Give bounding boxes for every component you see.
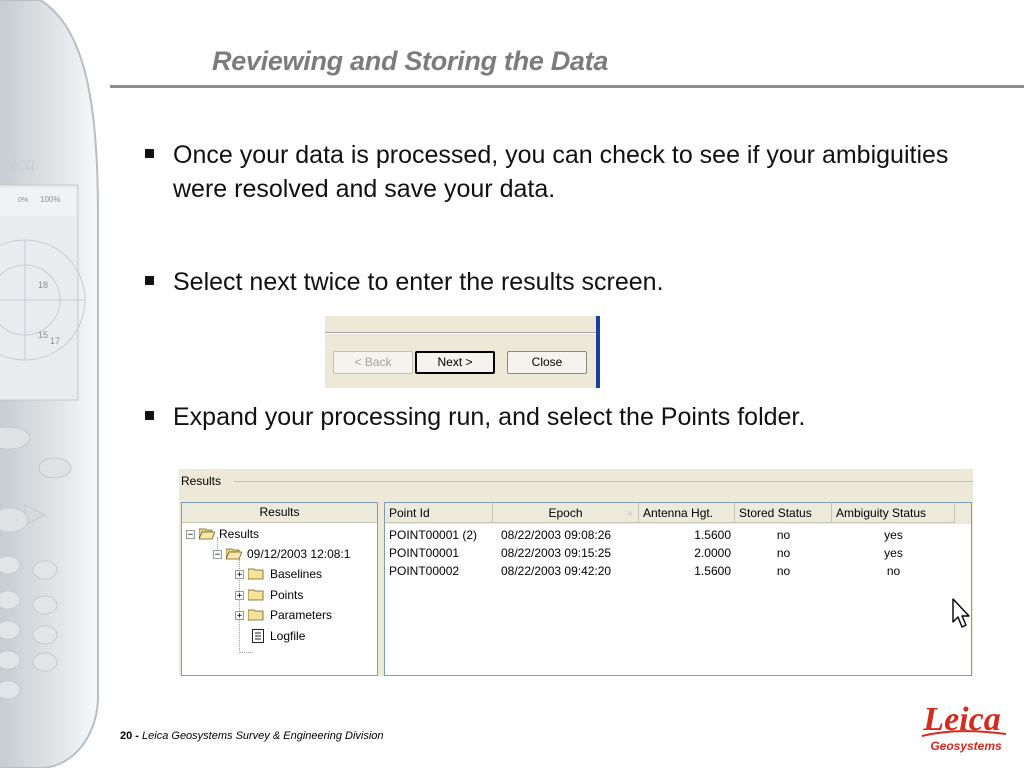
bullet-square-icon bbox=[145, 149, 154, 158]
next-button[interactable]: Next > bbox=[415, 351, 495, 374]
cell-antenna-hgt: 2.0000 bbox=[694, 546, 731, 560]
bullet-square-icon bbox=[145, 411, 154, 420]
tree-item-points[interactable] bbox=[182, 586, 377, 604]
group-divider bbox=[234, 481, 973, 482]
points-grid[interactable] bbox=[384, 502, 972, 676]
svg-text:Leica: Leica bbox=[923, 701, 1001, 738]
open-folder-icon bbox=[199, 528, 215, 540]
back-button[interactable]: < Back bbox=[333, 351, 413, 374]
cell-epoch: 08/22/2003 09:15:25 bbox=[501, 546, 612, 560]
expand-icon[interactable]: + bbox=[236, 591, 243, 601]
tree-item-logfile[interactable] bbox=[182, 627, 377, 645]
wizard-button-strip bbox=[325, 316, 600, 388]
cell-point-id: POINT00001 (2) bbox=[389, 528, 478, 542]
tree-item-baselines[interactable] bbox=[182, 565, 377, 583]
expand-icon[interactable]: + bbox=[236, 611, 243, 621]
collapse-icon[interactable]: − bbox=[214, 550, 221, 560]
folder-icon bbox=[248, 609, 264, 621]
tree-header[interactable]: Results bbox=[182, 503, 377, 523]
tree-item-label: Points bbox=[270, 588, 304, 602]
slide-title: Reviewing and Storing the Data bbox=[212, 46, 609, 76]
close-button[interactable]: Close bbox=[507, 351, 587, 374]
tree-item-label: Results bbox=[219, 527, 260, 541]
folder-icon bbox=[248, 589, 264, 601]
device-percent-label: 0% bbox=[18, 197, 29, 204]
cell-antenna-hgt: 1.5600 bbox=[694, 564, 731, 578]
bullet-item bbox=[145, 400, 965, 434]
mouse-pointer-icon bbox=[951, 598, 973, 630]
column-header-label: Epoch bbox=[548, 506, 583, 520]
window-edge bbox=[596, 316, 600, 388]
tree-item-label: Baselines bbox=[270, 567, 323, 581]
column-header-epoch[interactable] bbox=[493, 503, 639, 523]
device-sat-label: 18 bbox=[38, 280, 49, 290]
tree-item-label: Logfile bbox=[270, 629, 306, 643]
tree-item-label: Parameters bbox=[270, 608, 333, 622]
leica-geosystems-logo bbox=[916, 692, 1011, 758]
cell-stored-status: no bbox=[776, 546, 791, 560]
results-group-label: Results bbox=[181, 474, 222, 488]
column-header-ambiguity-status[interactable]: Ambiguity Status bbox=[832, 503, 955, 523]
collapse-icon[interactable]: − bbox=[187, 530, 194, 540]
cell-point-id: POINT00002 bbox=[389, 564, 460, 578]
handheld-device-image bbox=[0, 0, 110, 768]
svg-text:Geosystems: Geosystems bbox=[930, 739, 1002, 753]
results-panel bbox=[179, 469, 973, 676]
expand-icon[interactable]: + bbox=[236, 570, 243, 580]
device-sat-label: 17 bbox=[50, 336, 61, 346]
bullet-item bbox=[145, 265, 965, 299]
page-number: 20 - bbox=[120, 730, 139, 742]
cell-ambiguity-status: yes bbox=[884, 546, 903, 560]
column-header-stored-status[interactable]: Stored Status bbox=[735, 503, 832, 523]
tree-item-results[interactable] bbox=[182, 525, 377, 543]
bullet-text: Once your data is processed, you can check to see if your ambiguities were resolved and save your data. bbox=[173, 141, 949, 203]
tree-connector bbox=[239, 652, 253, 653]
cell-point-id: POINT00001 bbox=[389, 546, 460, 560]
cell-stored-status: no bbox=[776, 564, 791, 578]
open-folder-icon bbox=[226, 548, 242, 560]
grid-header bbox=[385, 503, 971, 524]
device-battery-label: 100% bbox=[40, 195, 61, 204]
svg-text:eica: eica bbox=[2, 153, 36, 175]
sort-arrow-icon: ▵ bbox=[627, 508, 632, 517]
results-tree[interactable] bbox=[181, 502, 378, 676]
tree-item-processing-run[interactable] bbox=[182, 545, 377, 563]
document-icon bbox=[252, 629, 264, 643]
tree-item-label: 09/12/2003 12:08:1 bbox=[247, 547, 351, 561]
company-division: Leica Geosystems Survey & Engineering Division bbox=[142, 730, 384, 742]
slide-footer bbox=[120, 730, 384, 742]
column-header-antenna-hgt[interactable]: Antenna Hgt. bbox=[639, 503, 735, 523]
cell-stored-status: no bbox=[776, 528, 791, 542]
cell-ambiguity-status: no bbox=[886, 564, 901, 578]
device-sat-label: 15 bbox=[38, 330, 49, 340]
bullet-item bbox=[145, 138, 965, 208]
column-header-point-id[interactable]: Point Id bbox=[385, 503, 493, 523]
tree-item-parameters[interactable] bbox=[182, 606, 377, 624]
cell-epoch: 08/22/2003 09:42:20 bbox=[501, 564, 612, 578]
bullet-text: Expand your processing run, and select the Points folder. bbox=[173, 403, 806, 431]
cell-epoch: 08/22/2003 09:08:26 bbox=[501, 528, 612, 542]
bullet-text: Select next twice to enter the results screen. bbox=[173, 268, 664, 296]
bullet-square-icon bbox=[145, 276, 154, 285]
cell-antenna-hgt: 1.5600 bbox=[694, 528, 731, 542]
cell-ambiguity-status: yes bbox=[884, 528, 903, 542]
divider bbox=[325, 333, 600, 334]
title-divider bbox=[110, 85, 1024, 88]
folder-icon bbox=[248, 568, 264, 580]
